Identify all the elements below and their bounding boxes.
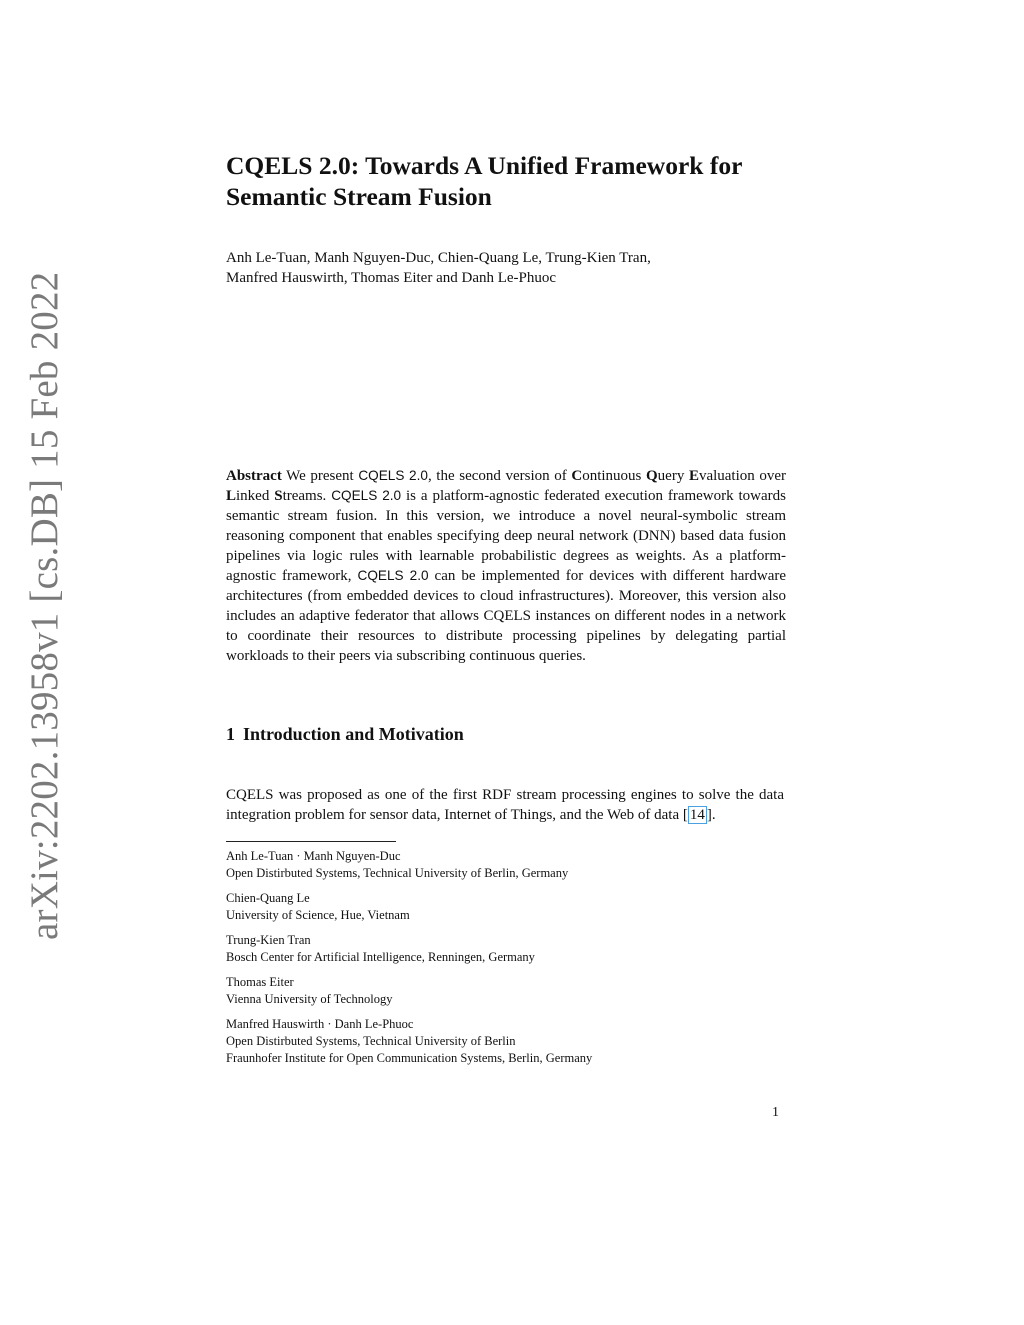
citation-bracket: ]. xyxy=(706,807,716,823)
acronym-letter: Q xyxy=(646,468,658,484)
affiliation-institution: University of Science, Hue, Vietnam xyxy=(226,908,410,922)
paper-page xyxy=(226,150,787,1065)
affiliation-authors: Thomas Eiter xyxy=(226,975,294,989)
affiliation-authors: Trung-Kien Tran xyxy=(226,933,311,947)
author-list xyxy=(226,248,784,288)
section-title: Introduction and Motivation xyxy=(243,724,464,744)
abstract-text: can be implemented for devices with different hardware architectures (from embedded devices to cloud infrastructures). Moreover, this version also includes an adaptive federator that allows CQELS instances on different nodes in a network to coordinate their resources to distribute processing pipelines by delegating partial workloads to their peers via subscribing continuous queries. xyxy=(226,568,787,664)
authors-line-1: Anh Le-Tuan, Manh Nguyen-Duc, Chien-Quang Le, Trung-Kien Tran, xyxy=(226,250,651,266)
acronym-letter: E xyxy=(688,468,699,484)
system-name: CQELS 2.0 xyxy=(358,468,428,483)
abstract-text: ontinuous xyxy=(582,468,642,484)
citation-link[interactable]: 14 xyxy=(689,807,705,823)
arxiv-identifier-stamp: arXiv:2202.13958v1 [cs.DB] 15 Feb 2022 xyxy=(23,271,66,940)
affiliation-authors: Anh Le-Tuan · Manh Nguyen-Duc xyxy=(226,849,401,863)
affiliations xyxy=(226,848,786,1075)
intro-paragraph xyxy=(226,785,784,825)
abstract-text: is a platform-agnostic federated execution framework towards semantic stream fusion. In this version, we introduce a novel neural-symbolic stream reasoning component that enables specifying deep neural network (DNN) based data fusion pipelines via logic rules with learnable probabilistic degrees as weights. As a platform-agnostic framework, xyxy=(226,488,787,584)
page-number: 1 xyxy=(772,1105,779,1120)
title-line-2: Semantic Stream Fusion xyxy=(226,182,492,211)
affiliation-institution: Vienna University of Technology xyxy=(226,992,393,1006)
abstract-text: , the second version of xyxy=(427,468,567,484)
system-name: CQELS 2.0 xyxy=(331,488,402,503)
abstract-text: inked xyxy=(236,488,270,504)
affiliation-group xyxy=(226,1016,786,1067)
acronym-letter: S xyxy=(274,488,283,504)
abstract-text: treams. xyxy=(282,488,327,504)
abstract-text: valuation over xyxy=(698,468,787,484)
citation-bracket: [ xyxy=(682,807,688,823)
paper-title xyxy=(226,150,784,212)
system-name: CQELS 2.0 xyxy=(357,568,429,583)
section-heading xyxy=(226,722,464,746)
affiliation-institution: Open Distirbuted Systems, Technical University of Berlin xyxy=(226,1034,516,1048)
affiliation-group xyxy=(226,932,786,966)
affiliation-authors: Chien-Quang Le xyxy=(226,891,310,905)
intro-text: CQELS was proposed as one of the first RDF stream processing engines to solve the data integration problem for sensor data, Internet of Things, and the Web of data xyxy=(226,787,784,823)
abstract-text: We present xyxy=(286,468,354,484)
acronym-letter: C xyxy=(571,468,583,484)
authors-line-2: Manfred Hauswirth, Thomas Eiter and Danh Le-Phuoc xyxy=(226,270,557,286)
affiliation-institution: Bosch Center for Artificial Intelligence, Renningen, Germany xyxy=(226,950,535,964)
affiliation-group xyxy=(226,974,786,1008)
affiliation-institution: Open Distirbuted Systems, Technical University of Berlin, Germany xyxy=(226,866,569,880)
affiliation-authors: Manfred Hauswirth · Danh Le-Phuoc xyxy=(226,1017,414,1031)
affiliation-group xyxy=(226,848,786,882)
acronym-letter: L xyxy=(226,488,237,504)
abstract-text: uery xyxy=(657,468,685,484)
affiliation-group xyxy=(226,890,786,924)
affiliation-institution: Fraunhofer Institute for Open Communication Systems, Berlin, Germany xyxy=(226,1051,593,1065)
section-number: 1 xyxy=(226,724,235,744)
abstract-label: Abstract xyxy=(226,468,282,484)
title-line-1: CQELS 2.0: Towards A Unified Framework for xyxy=(226,151,743,180)
abstract xyxy=(226,466,786,666)
footnote-divider xyxy=(226,841,396,842)
